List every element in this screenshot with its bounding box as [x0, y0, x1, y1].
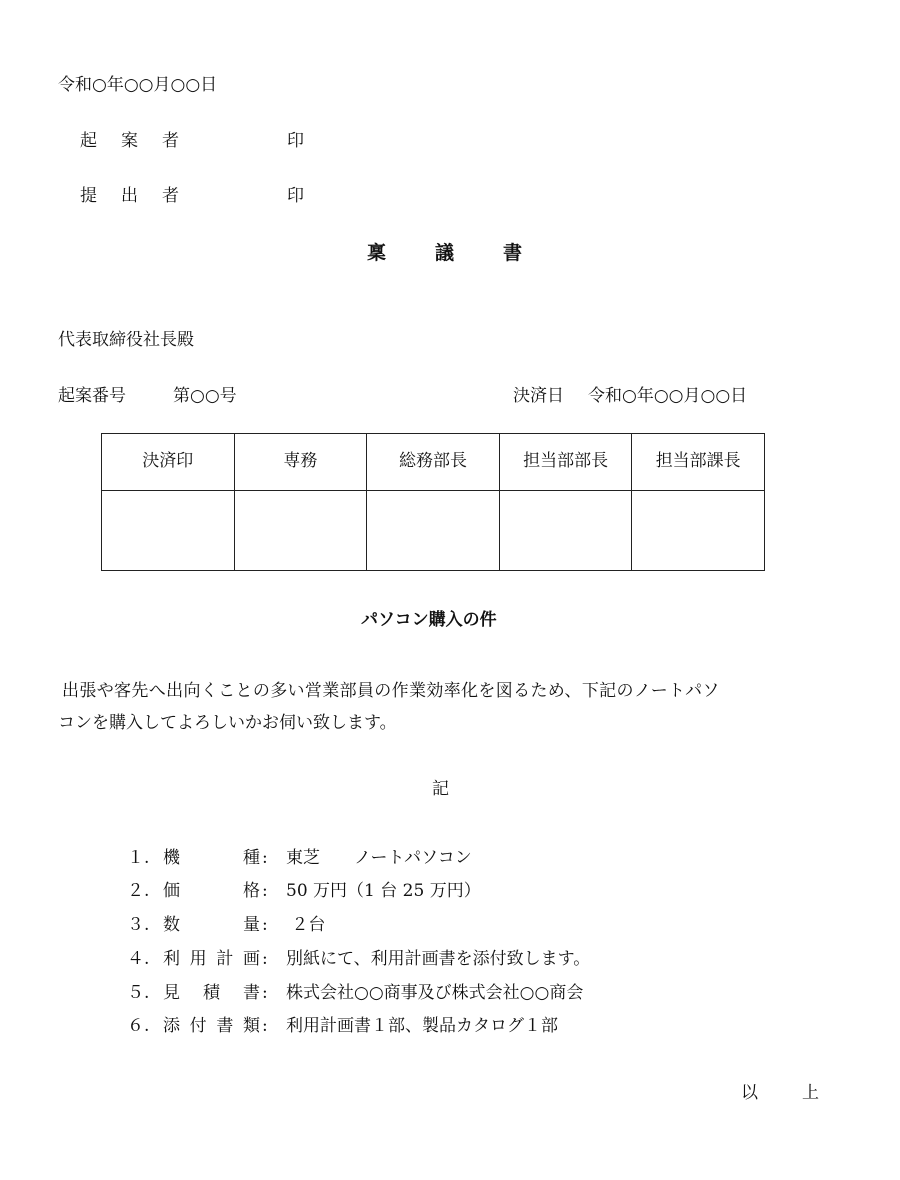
item-number: ３. — [127, 915, 150, 935]
approval-stamp-cell — [632, 491, 765, 571]
approval-stamp-cell — [234, 491, 367, 571]
item-colon: : — [262, 1016, 268, 1036]
approval-header-cell: 専務 — [234, 434, 367, 491]
draft-number-value: 第○○号 — [173, 386, 237, 406]
document-date: 令和○年○○月○○日 — [58, 75, 218, 95]
submitter-label: 提出者 — [80, 186, 203, 206]
item-number: １. — [127, 848, 150, 868]
approval-header-cell: 担当部課長 — [632, 434, 765, 491]
drafter-label: 起案者 — [80, 131, 203, 151]
item-colon: : — [262, 949, 268, 969]
approval-stamp-table — [101, 433, 765, 571]
item-label: 機種 — [163, 848, 260, 868]
approval-header-row — [102, 434, 765, 491]
item-number: ２. — [127, 881, 150, 901]
item-label: 価格 — [163, 881, 260, 901]
approval-header-cell: 総務部長 — [367, 434, 500, 491]
item-value: 50 万円（1 台 25 万円） — [286, 881, 481, 901]
item-value: 別紙にて、利用計画書を添付致します。 — [286, 949, 591, 969]
item-label: 数量 — [163, 915, 260, 935]
body-text-line: 出張や客先へ出向くことの多い営業部員の作業効率化を図るため、下記のノートパソ — [62, 681, 720, 701]
draft-number-label: 起案番号 — [58, 386, 126, 406]
item-value: 利用計画書１部、製品カタログ１部 — [286, 1016, 558, 1036]
addressee: 代表取締役社長殿 — [58, 330, 194, 350]
item-colon: : — [262, 881, 268, 901]
item-value: 東芝 ノートパソコン — [286, 848, 472, 868]
item-label: 利用計画 — [163, 949, 260, 969]
item-colon: : — [262, 983, 268, 1003]
approval-header-cell: 決済印 — [102, 434, 235, 491]
item-label: 見積書 — [163, 983, 260, 1003]
item-value: 株式会社○○商事及び株式会社○○商会 — [286, 983, 584, 1003]
item-number: ４. — [127, 949, 150, 969]
body-text-line: コンを購入してよろしいかお伺い致します。 — [58, 713, 397, 733]
item-value: ２台 — [286, 915, 326, 935]
decision-date-label: 決済日 — [513, 386, 564, 406]
approval-stamp-row — [102, 491, 765, 571]
item-number: ５. — [127, 983, 150, 1003]
item-colon: : — [262, 915, 268, 935]
approval-stamp-cell — [367, 491, 500, 571]
item-label: 添付書類 — [163, 1016, 260, 1036]
drafter-seal-mark: 印 — [287, 131, 304, 151]
submitter-seal-mark: 印 — [287, 186, 304, 206]
item-number: ６. — [127, 1016, 150, 1036]
item-colon: : — [262, 848, 268, 868]
approval-stamp-cell — [102, 491, 235, 571]
closing-mark: 以上 — [741, 1083, 863, 1103]
document-title: 稟議書 — [367, 242, 572, 264]
approval-stamp-cell — [499, 491, 632, 571]
approval-header-cell: 担当部部長 — [499, 434, 632, 491]
subject-heading: パソコン購入の件 — [361, 610, 497, 630]
ki-marker: 記 — [432, 779, 449, 799]
decision-date-value: 令和○年○○月○○日 — [588, 386, 748, 406]
